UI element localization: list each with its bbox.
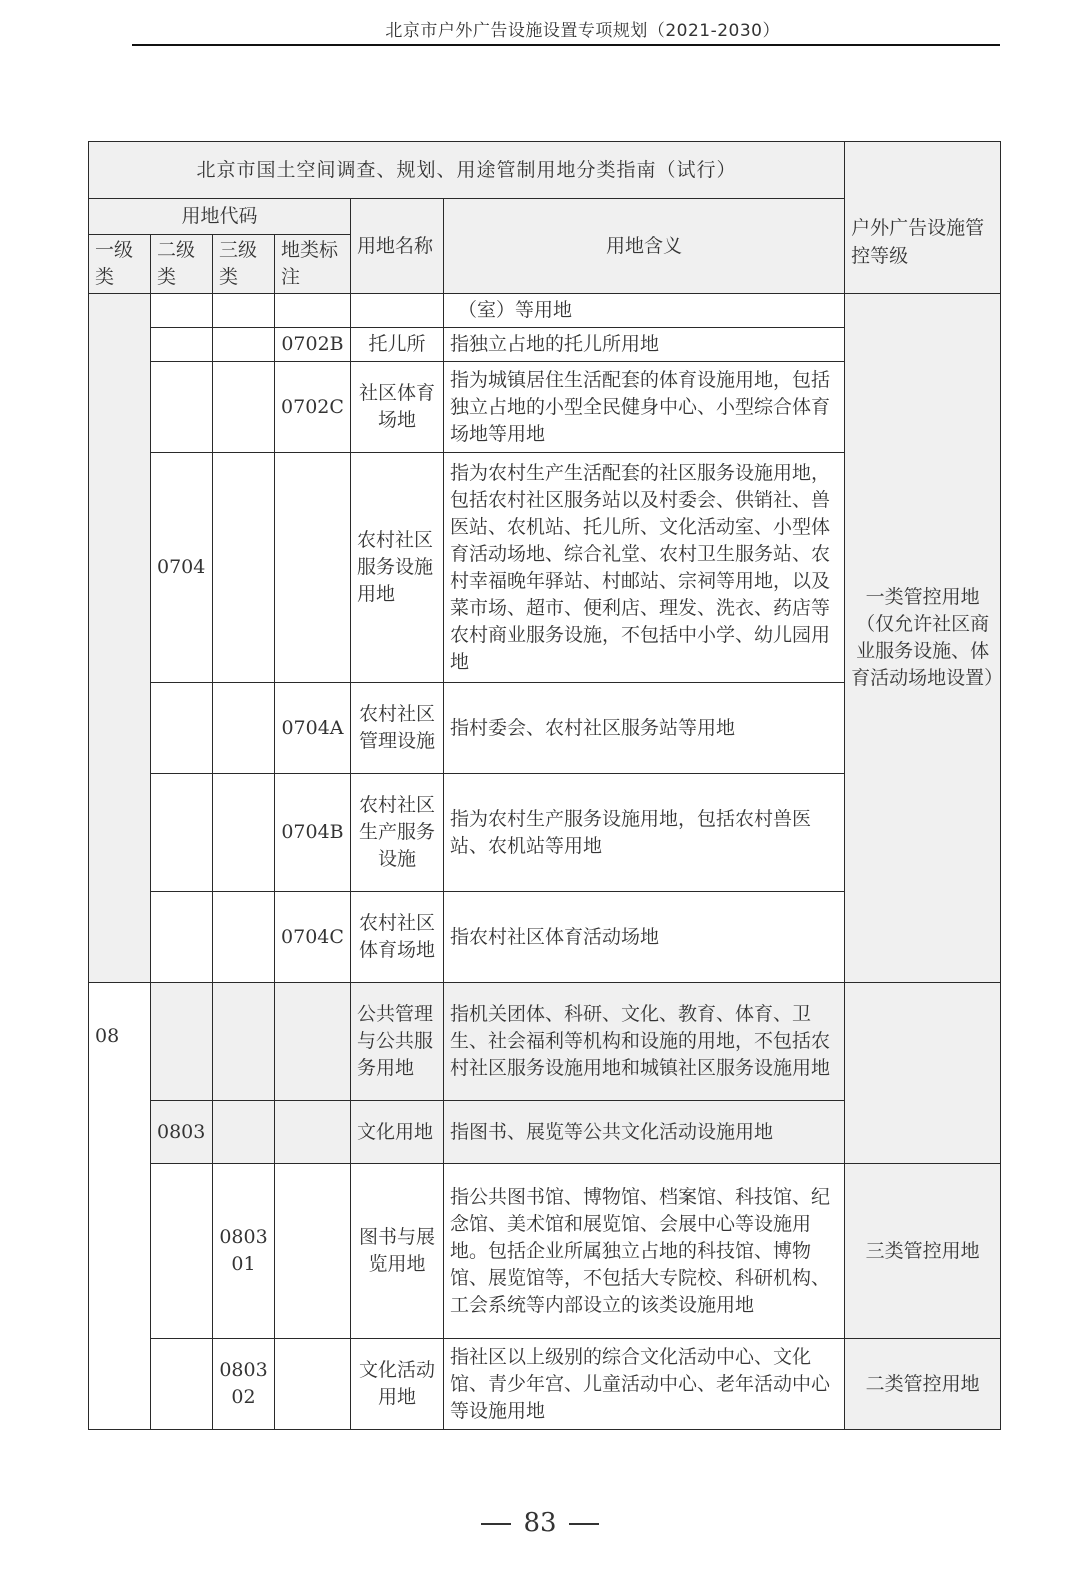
- page-number-dash-right: [569, 1523, 599, 1525]
- land-note-cell: [275, 1339, 351, 1430]
- land-note-cell: [275, 453, 351, 683]
- land-name-cell: 文化用地: [351, 1101, 444, 1164]
- level1-cell: [89, 294, 151, 983]
- land-note-cell: 0702C: [275, 362, 351, 453]
- level2-cell: [151, 683, 213, 774]
- level2-cell: [151, 362, 213, 453]
- land-meaning-cell: 指村委会、农村社区服务站等用地: [444, 683, 845, 774]
- land-note-cell: [275, 983, 351, 1101]
- level2-cell: [151, 294, 213, 328]
- level3-cell: [213, 683, 275, 774]
- land-use-table: [88, 141, 1004, 1430]
- control-level-header: 户外广告设施管控等级: [845, 142, 1001, 294]
- level3-cell: 080302: [213, 1339, 275, 1430]
- land-note-cell: 0704A: [275, 683, 351, 774]
- level1-cell: 08: [89, 983, 151, 1430]
- land-meaning-cell: 指独立占地的托儿所用地: [444, 328, 845, 362]
- land-note-cell: [275, 1164, 351, 1339]
- land-meaning-cell: （室）等用地: [444, 294, 845, 328]
- land-meaning-cell: 指为农村生产服务设施用地，包括农村兽医站、农机站等用地: [444, 774, 845, 892]
- land-meaning-cell: 指机关团体、科研、文化、教育、体育、卫生、社会福利等机构和设施的用地，不包括农村社区服务设施用地和城镇社区服务设施用地: [444, 983, 845, 1101]
- land-note-cell: [275, 294, 351, 328]
- table-row: [89, 1339, 1001, 1430]
- level2-cell: [151, 1164, 213, 1339]
- level3-cell: 080301: [213, 1164, 275, 1339]
- level2-cell: [151, 1339, 213, 1430]
- land-name-cell: 农村社区服务设施用地: [351, 453, 444, 683]
- control-level-cell: [845, 983, 1001, 1164]
- table-row: [89, 983, 1001, 1101]
- land-name-cell: 农村社区管理设施: [351, 683, 444, 774]
- land-name-cell: 农村社区体育场地: [351, 892, 444, 983]
- table-title: 北京市国土空间调查、规划、用途管制用地分类指南（试行）: [89, 142, 845, 199]
- page-number-value: 83: [523, 1508, 557, 1538]
- page-number-dash-left: [481, 1523, 511, 1525]
- page-number: [0, 1508, 1080, 1538]
- land-meaning-cell: 指为农村生产生活配套的社区服务设施用地，包括农村社区服务站以及村委会、供销社、兽医站、农机站、托儿所、文化活动室、小型体育活动场地、综合礼堂、农村卫生服务站、农村幸福晚年驿站、村邮站、宗祠等用地，以及菜市场、超市、便利店、理发、洗衣、药店等农村商业服务设施，不包括中小学、幼儿园用地: [444, 453, 845, 683]
- level3-cell: [213, 328, 275, 362]
- level2-cell: [151, 983, 213, 1101]
- level2-cell: 0704: [151, 453, 213, 683]
- land-note-cell: 0702B: [275, 328, 351, 362]
- level3-cell: [213, 362, 275, 453]
- control-level-cell: 一类管控用地（仅允许社区商业服务设施、体育活动场地设置）: [845, 294, 1001, 983]
- land-meaning-header: 用地含义: [444, 199, 845, 294]
- land-meaning-cell: 指农村社区体育活动场地: [444, 892, 845, 983]
- land-name-header: 用地名称: [351, 199, 444, 294]
- table-row: [89, 294, 1001, 328]
- control-level-cell: 二类管控用地: [845, 1339, 1001, 1430]
- level3-cell: [213, 892, 275, 983]
- land-meaning-cell: 指图书、展览等公共文化活动设施用地: [444, 1101, 845, 1164]
- land-name-cell: 农村社区生产服务设施: [351, 774, 444, 892]
- land-meaning-cell: 指公共图书馆、博物馆、档案馆、科技馆、纪念馆、美术馆和展览馆、会展中心等设施用地。包括企业所属独立占地的科技馆、博物馆、展览馆等，不包括大专院校、科研机构、工会系统等内部设立的该类设施用地: [444, 1164, 845, 1339]
- level2-cell: [151, 892, 213, 983]
- table-row: [89, 1164, 1001, 1339]
- level3-cell: [213, 1101, 275, 1164]
- land-name-cell: 社区体育场地: [351, 362, 444, 453]
- land-note-cell: 0704B: [275, 774, 351, 892]
- land-name-cell: 托儿所: [351, 328, 444, 362]
- land-note-cell: 0704C: [275, 892, 351, 983]
- level3-cell: [213, 453, 275, 683]
- land-name-cell: 文化活动用地: [351, 1339, 444, 1430]
- level3-header: 三级类: [213, 235, 275, 294]
- level1-header: 一级类: [89, 235, 151, 294]
- land-meaning-cell: 指为城镇居住生活配套的体育设施用地，包括独立占地的小型全民健身中心、小型综合体育场地等用地: [444, 362, 845, 453]
- control-level-cell: 三类管控用地: [845, 1164, 1001, 1339]
- level3-cell: [213, 774, 275, 892]
- level3-cell: [213, 983, 275, 1101]
- land-code-header: 用地代码: [89, 199, 351, 235]
- land-note-header: 地类标注: [275, 235, 351, 294]
- land-name-cell: [351, 294, 444, 328]
- land-meaning-cell: 指社区以上级别的综合文化活动中心、文化馆、青少年宫、儿童活动中心、老年活动中心等设施用地: [444, 1339, 845, 1430]
- land-name-cell: 图书与展览用地: [351, 1164, 444, 1339]
- header-rule: [132, 44, 1000, 46]
- level2-header: 二级类: [151, 235, 213, 294]
- level2-cell: 0803: [151, 1101, 213, 1164]
- land-note-cell: [275, 1101, 351, 1164]
- document-header-title: 北京市户外广告设施设置专项规划（2021-2030）: [385, 21, 780, 41]
- level3-cell: [213, 294, 275, 328]
- level2-cell: [151, 328, 213, 362]
- level2-cell: [151, 774, 213, 892]
- land-name-cell: 公共管理与公共服务用地: [351, 983, 444, 1101]
